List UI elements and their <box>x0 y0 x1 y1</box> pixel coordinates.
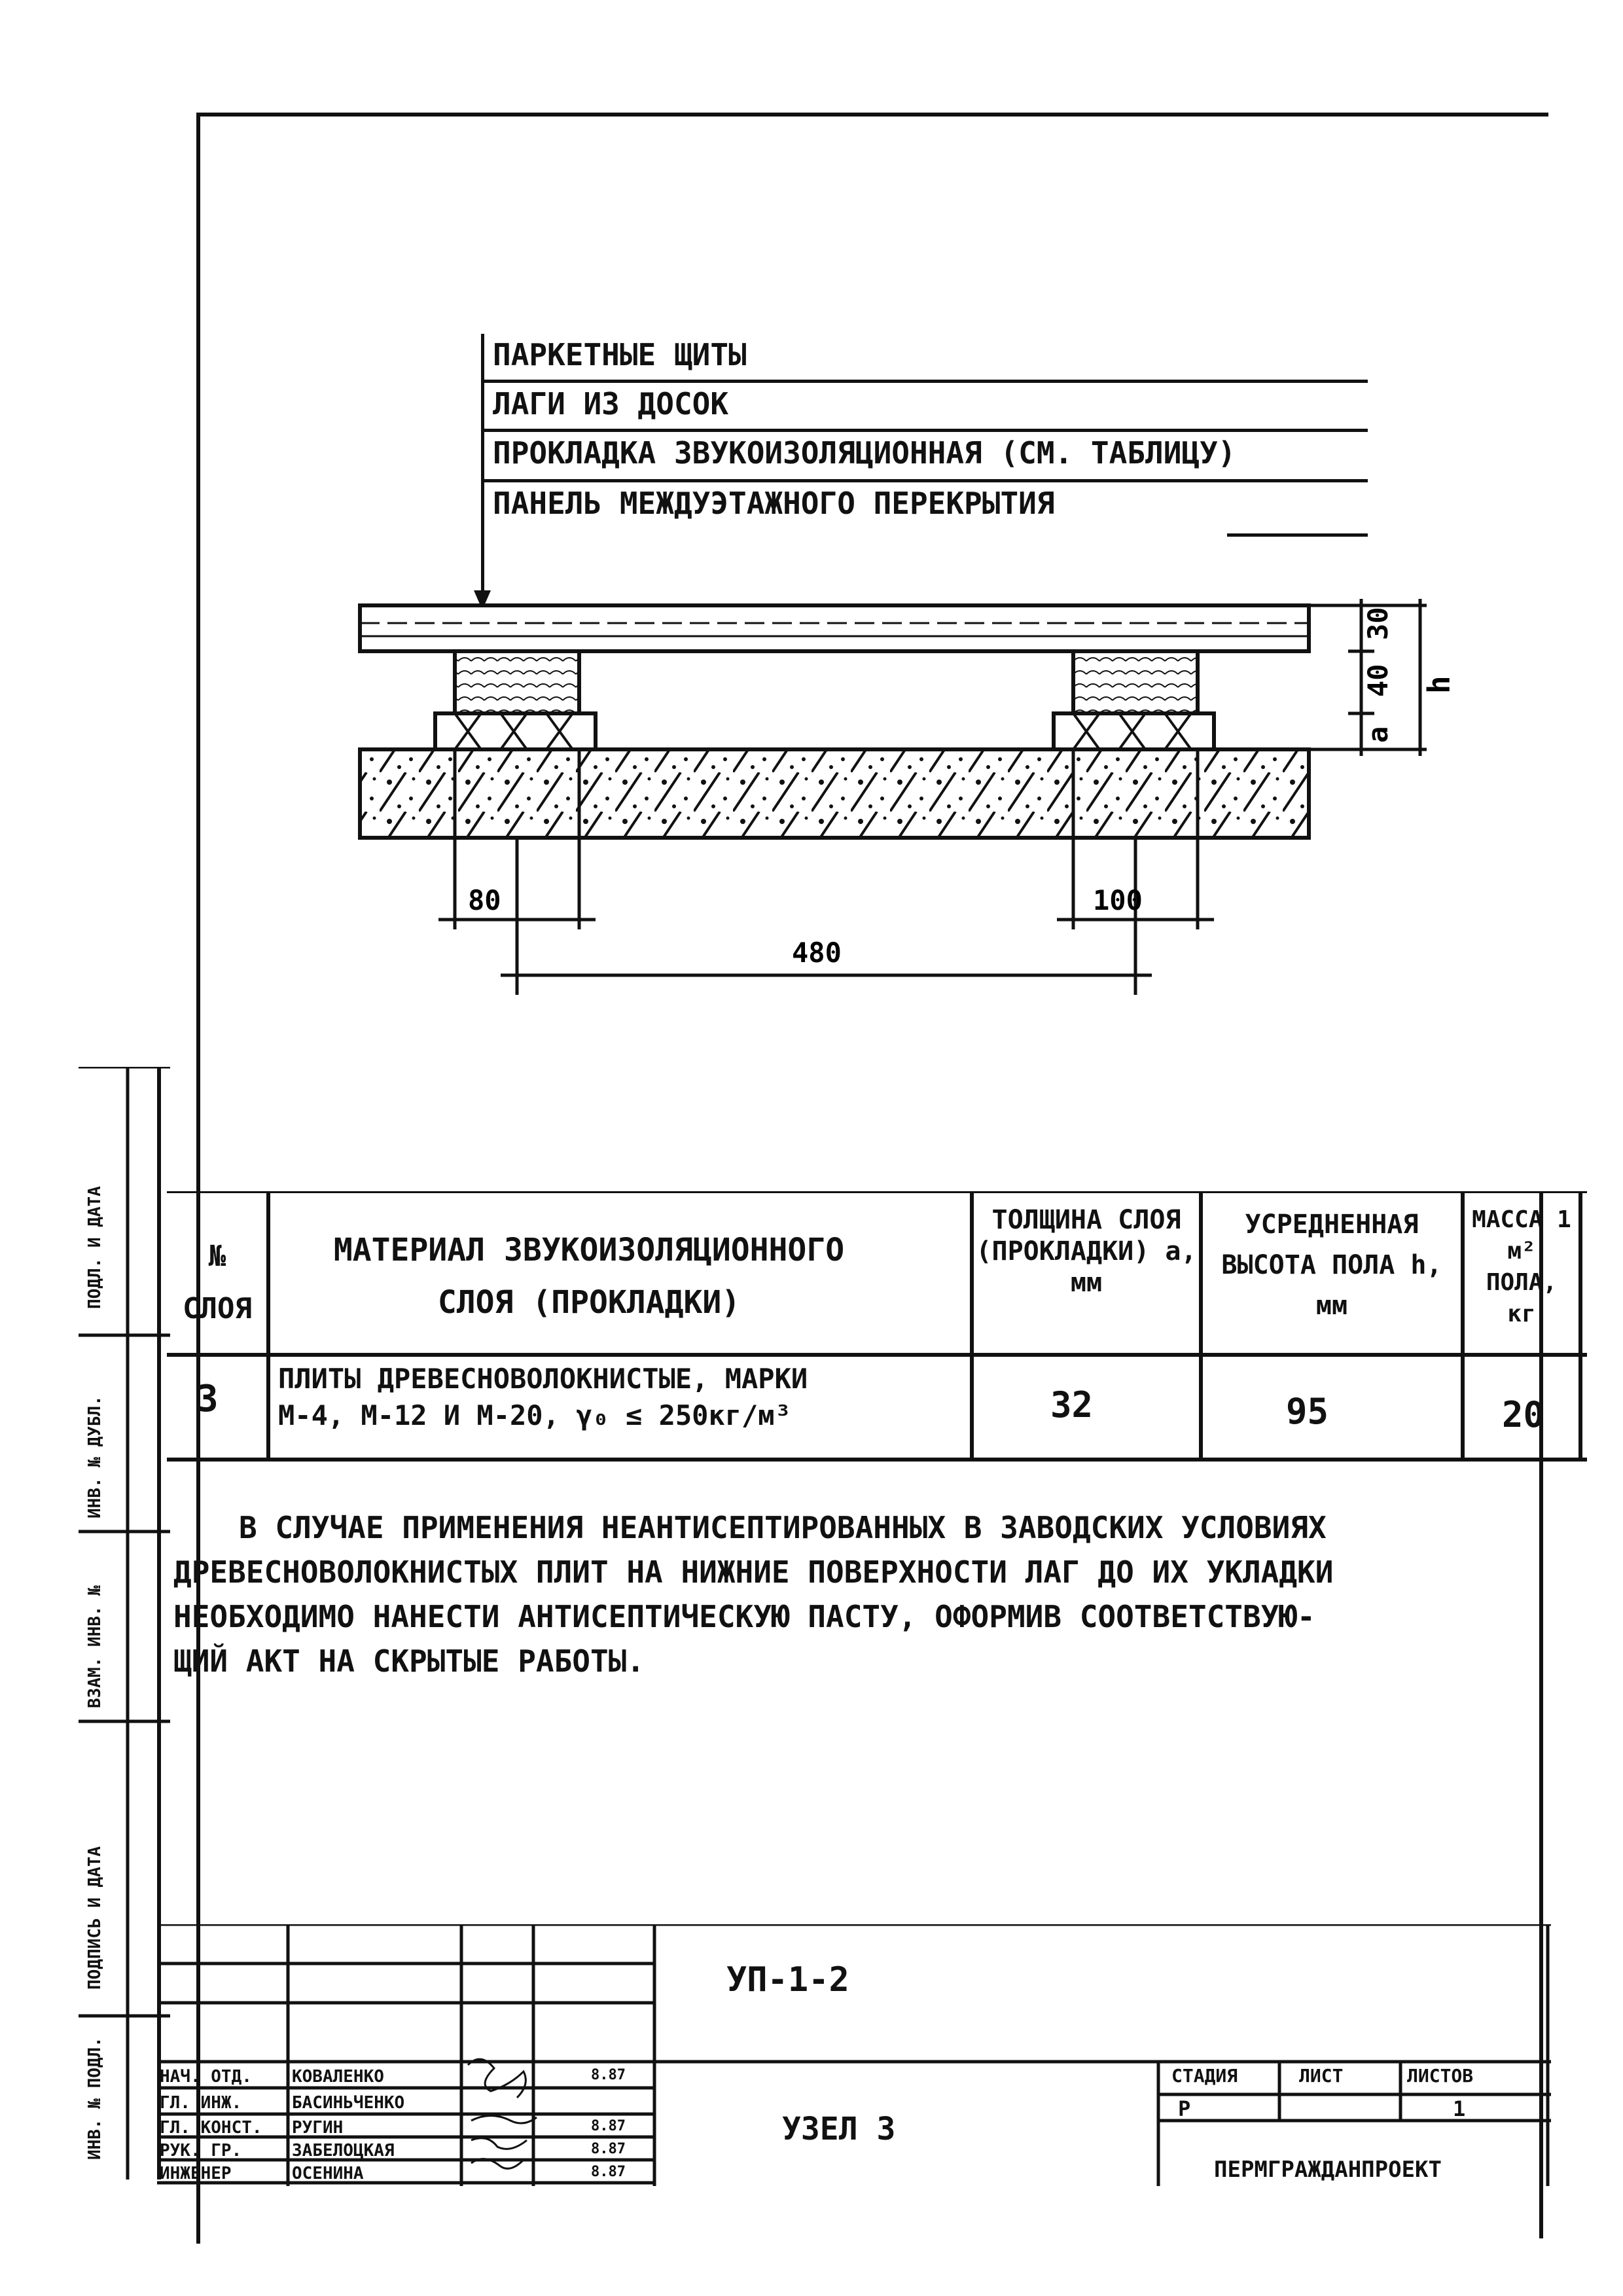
legend-item-pad: ПРОКЛАДКА ЗВУКОИЗОЛЯЦИОННАЯ (СМ. ТАБЛИЦУ) <box>493 435 1236 471</box>
dim-480: 480 <box>792 937 842 969</box>
dim-a: a <box>1362 726 1394 743</box>
legend-line-1 <box>484 380 1368 383</box>
floor-panel <box>360 749 1309 838</box>
pad-right <box>1054 713 1214 749</box>
sheets-header: ЛИСТОВ <box>1407 2065 1474 2087</box>
table-header-height: УСРЕДНЕННАЯ ВЫСОТА ПОЛА h, мм <box>1221 1210 1442 1321</box>
joist-right <box>1073 651 1198 713</box>
staff-role-2: ГЛ. ИНЖ. <box>160 2093 242 2113</box>
note-line-3: НЕОБХОДИМО НАНЕСТИ АНТИСЕПТИЧЕСКУЮ ПАСТУ, ОФОРМИВ СООТВЕТСТВУЮ- <box>173 1599 1315 1634</box>
table-cell-no: 3 <box>196 1378 219 1420</box>
stage-value: Р <box>1178 2096 1191 2121</box>
side-stamp-3: ВЗАМ. ИНВ. № <box>85 1585 105 1708</box>
legend-line-2 <box>484 429 1368 432</box>
staff-date-3: 8.87 <box>591 2118 626 2134</box>
legend-item-joists: ЛАГИ ИЗ ДОСОК <box>493 386 729 422</box>
table-cell-material-line1: ПЛИТЫ ДРЕВЕСНОВОЛОКНИСТЫЕ, МАРКИ <box>278 1363 808 1395</box>
sheets-value: 1 <box>1453 2096 1466 2121</box>
table-cell-height: 95 <box>1286 1391 1329 1432</box>
staff-name-4: ЗАБЕЛОЦКАЯ <box>292 2141 395 2161</box>
legend-vertical-line <box>481 334 484 596</box>
staff-role-3: ГЛ. КОНСТ. <box>160 2118 262 2138</box>
parquet-board <box>360 605 1309 651</box>
legend-item-panel: ПАНЕЛЬ МЕЖДУЭТАЖНОГО ПЕРЕКРЫТИЯ <box>493 486 1055 521</box>
side-stamp-5: ИНВ. № ПОДЛ. <box>85 2037 105 2160</box>
joist-left <box>455 651 579 713</box>
side-stamp-1: ПОДЛ. И ДАТА <box>85 1186 105 1309</box>
side-stamp-2: ИНВ. № ДУБЛ. <box>85 1395 105 1518</box>
table-cell-mass: 20 <box>1502 1394 1545 1435</box>
title-code: УП-1-2 <box>726 1960 849 2000</box>
staff-role-5: ИНЖЕНЕР <box>160 2164 232 2183</box>
organization: ПЕРМГРАЖДАНПРОЕКТ <box>1214 2157 1442 2183</box>
note-line-2: ДРЕВЕСНОВОЛОКНИСТЫХ ПЛИТ НА НИЖНИЕ ПОВЕРХНОСТИ ЛАГ ДО ИХ УКЛАДКИ <box>173 1554 1334 1590</box>
staff-role-4: РУК. ГР. <box>160 2141 242 2161</box>
staff-name-1: КОВАЛЕНКО <box>292 2067 384 2087</box>
staff-date-5: 8.87 <box>591 2164 626 2180</box>
dim-100: 100 <box>1093 884 1143 916</box>
side-stamp-4: ПОДПИСЬ И ДАТА <box>85 1846 105 1990</box>
stage-header: СТАДИЯ <box>1171 2065 1238 2087</box>
legend-line-3 <box>484 479 1368 482</box>
pad-left <box>435 713 596 749</box>
staff-name-2: БАСИНЬЧЕНКО <box>292 2093 405 2113</box>
legend-line-4 <box>1227 533 1368 537</box>
dim-80: 80 <box>468 884 501 916</box>
staff-role-1: НАЧ. ОТД. <box>160 2067 252 2087</box>
dim-40: 40 <box>1362 664 1394 697</box>
dim-h: h <box>1421 675 1457 694</box>
title-name: УЗЕЛ 3 <box>782 2111 896 2147</box>
staff-name-3: РУГИН <box>292 2118 344 2138</box>
table-header-no: № СЛОЯ <box>183 1240 252 1325</box>
staff-date-4: 8.87 <box>591 2141 626 2157</box>
note-paragraph <box>173 1505 1554 1683</box>
dim-30: 30 <box>1362 607 1394 640</box>
table-cell-material-line2: М-4, М-12 И М-20, γ₀ ≤ 250кг/м³ <box>278 1399 791 1431</box>
table-header-mass: МАССА 1 м² ПОЛА, кг <box>1472 1206 1571 1327</box>
legend-item-parquet: ПАРКЕТНЫЕ ЩИТЫ <box>493 337 747 372</box>
sheet-header: ЛИСТ <box>1299 2065 1344 2087</box>
staff-name-5: ОСЕНИНА <box>292 2164 364 2183</box>
table-header-material: МАТЕРИАЛ ЗВУКОИЗОЛЯЦИОННОГО СЛОЯ (ПРОКЛАДКИ) <box>333 1232 845 1321</box>
staff-date-1: 8.87 <box>591 2067 626 2083</box>
note-line-1: В СЛУЧАЕ ПРИМЕНЕНИЯ НЕАНТИСЕПТИРОВАННЫХ В ЗАВОДСКИХ УСЛОВИЯХ <box>239 1510 1327 1545</box>
table-header-thickness: ТОЛЩИНА СЛОЯ (ПРОКЛАДКИ) a, мм <box>976 1205 1197 1298</box>
table-cell-thickness: 32 <box>1050 1384 1094 1426</box>
note-line-4: ЩИЙ АКТ НА СКРЫТЫЕ РАБОТЫ. <box>173 1643 645 1679</box>
floor-section-drawing <box>340 576 1486 995</box>
